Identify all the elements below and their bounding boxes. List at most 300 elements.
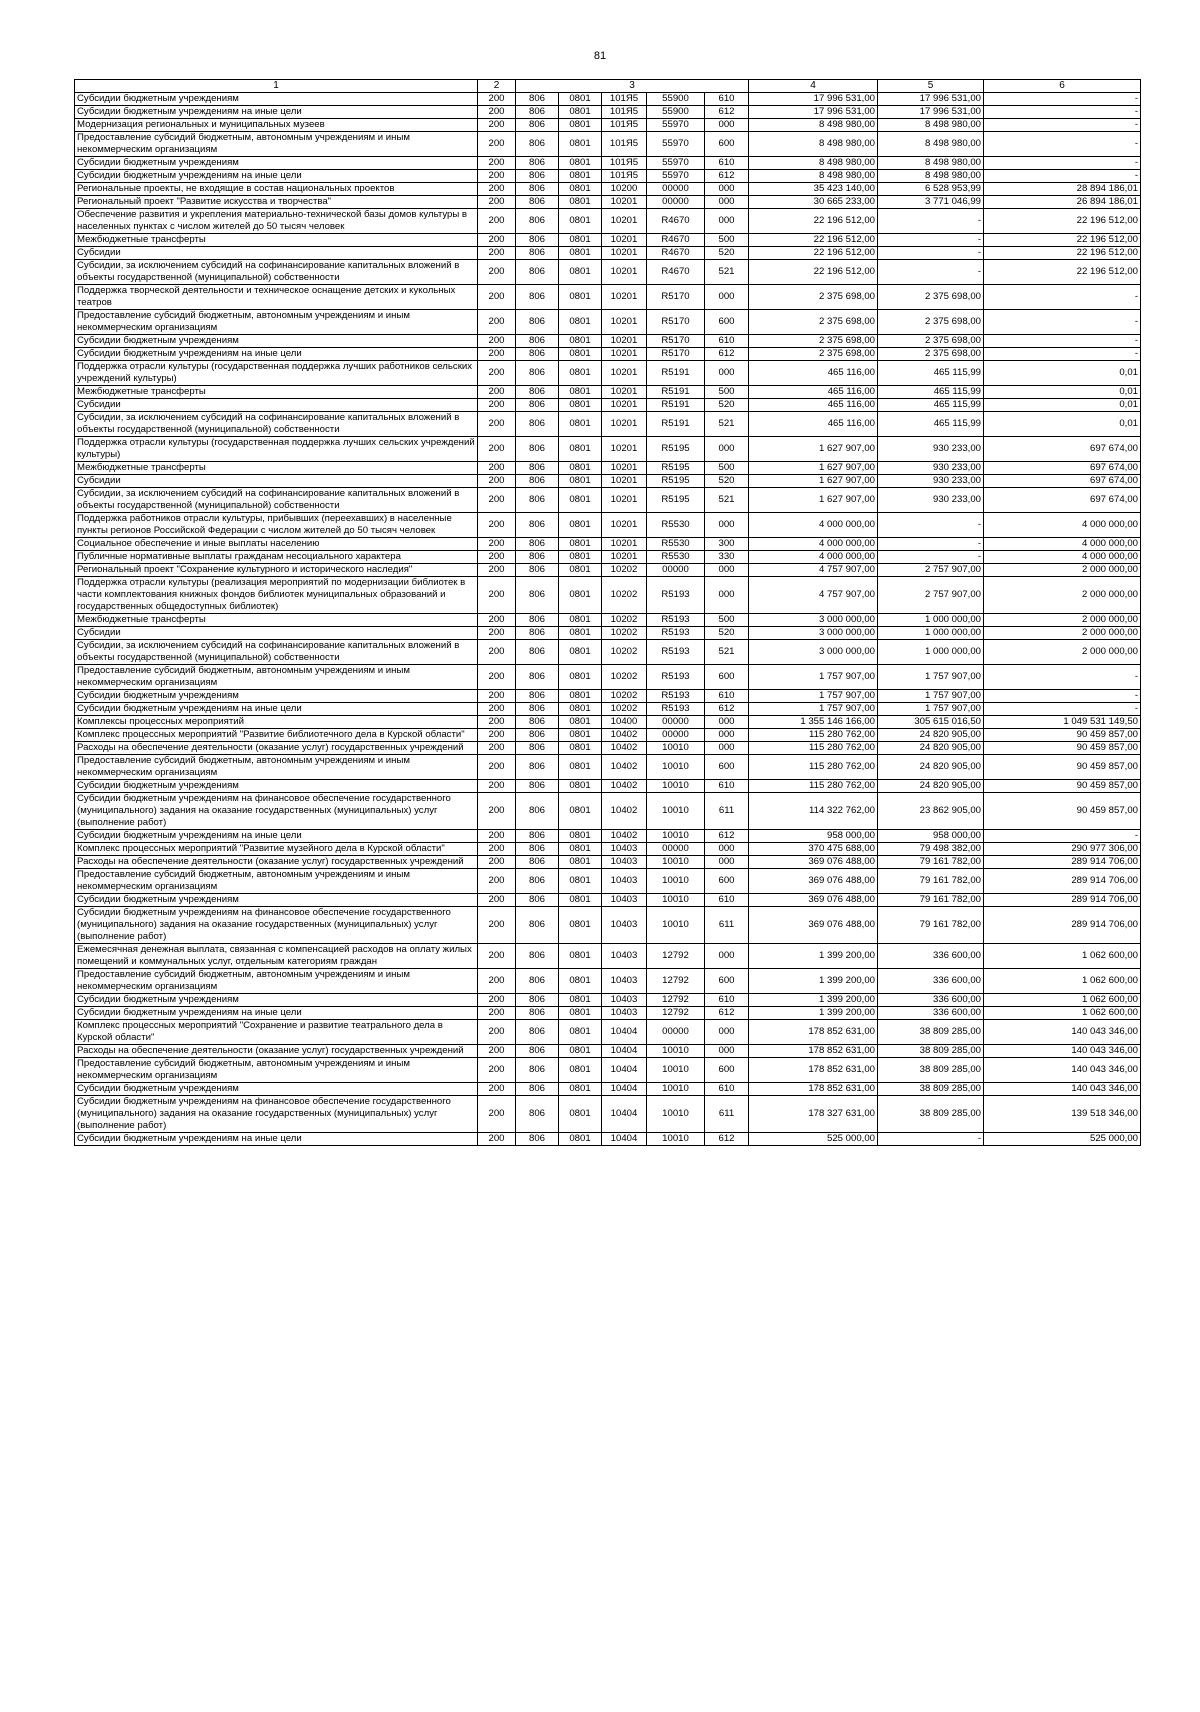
row-code-2: 200	[478, 627, 516, 640]
row-section: 0801	[559, 969, 602, 994]
row-code-2: 200	[478, 755, 516, 780]
row-section: 0801	[559, 944, 602, 969]
row-direction: R4670	[647, 234, 705, 247]
row-expense-type: 521	[705, 260, 749, 285]
row-section: 0801	[559, 577, 602, 614]
row-section: 0801	[559, 348, 602, 361]
row-program: 10201	[602, 475, 647, 488]
row-code-2: 200	[478, 577, 516, 614]
row-amount-6: 0,01	[984, 399, 1141, 412]
table-row	[75, 742, 1141, 755]
row-amount-6: 0,01	[984, 386, 1141, 399]
row-expense-type: 610	[705, 1083, 749, 1096]
row-section: 0801	[559, 994, 602, 1007]
row-expense-type: 612	[705, 830, 749, 843]
table-row	[75, 183, 1141, 196]
row-amount-4: 1 757 907,00	[749, 690, 878, 703]
row-code-2: 200	[478, 894, 516, 907]
row-amount-6: 1 062 600,00	[984, 1007, 1141, 1020]
row-program: 10403	[602, 907, 647, 944]
row-amount-5: 79 161 782,00	[878, 894, 984, 907]
row-ved: 806	[516, 348, 559, 361]
row-section: 0801	[559, 703, 602, 716]
table-row	[75, 247, 1141, 260]
row-direction: 10010	[647, 907, 705, 944]
row-name: Субсидии, за исключением субсидий на софинансирование капитальных вложений в объекты государственной (муниципальной) собственности	[75, 412, 478, 437]
row-section: 0801	[559, 1058, 602, 1083]
row-section: 0801	[559, 399, 602, 412]
table-row	[75, 260, 1141, 285]
row-amount-4: 4 000 000,00	[749, 538, 878, 551]
row-expense-type: 000	[705, 856, 749, 869]
row-name: Субсидии бюджетным учреждениям	[75, 93, 478, 106]
row-section: 0801	[559, 907, 602, 944]
row-ved: 806	[516, 1007, 559, 1020]
row-amount-5: 1 757 907,00	[878, 690, 984, 703]
row-amount-4: 2 375 698,00	[749, 335, 878, 348]
row-program: 10201	[602, 538, 647, 551]
row-program: 101Я5	[602, 93, 647, 106]
row-amount-6: -	[984, 703, 1141, 716]
row-name: Поддержка отрасли культуры (государственная поддержка лучших работников сельских учреждений культуры)	[75, 361, 478, 386]
row-amount-4: 3 000 000,00	[749, 640, 878, 665]
row-amount-4: 178 852 631,00	[749, 1045, 878, 1058]
row-expense-type: 000	[705, 361, 749, 386]
row-program: 10201	[602, 551, 647, 564]
table-row	[75, 665, 1141, 690]
row-name: Субсидии	[75, 399, 478, 412]
row-direction: R5195	[647, 462, 705, 475]
row-expense-type: 610	[705, 994, 749, 1007]
row-section: 0801	[559, 856, 602, 869]
row-amount-5: 336 600,00	[878, 1007, 984, 1020]
row-code-2: 200	[478, 564, 516, 577]
row-direction: R5193	[647, 577, 705, 614]
row-name: Субсидии	[75, 247, 478, 260]
row-section: 0801	[559, 119, 602, 132]
row-section: 0801	[559, 1133, 602, 1146]
row-direction: 55900	[647, 93, 705, 106]
row-amount-5: -	[878, 538, 984, 551]
row-amount-6: 140 043 346,00	[984, 1083, 1141, 1096]
row-section: 0801	[559, 843, 602, 856]
row-name: Субсидии бюджетным учреждениям на финансовое обеспечение государственного (муниципального) задания на оказание государственных (муниципальных) услуг (выполнение работ)	[75, 1096, 478, 1133]
row-code-2: 200	[478, 196, 516, 209]
row-program: 10202	[602, 640, 647, 665]
row-amount-6: -	[984, 285, 1141, 310]
row-expense-type: 600	[705, 869, 749, 894]
row-section: 0801	[559, 437, 602, 462]
row-section: 0801	[559, 742, 602, 755]
row-ved: 806	[516, 1083, 559, 1096]
row-code-2: 200	[478, 119, 516, 132]
row-amount-5: 1 000 000,00	[878, 627, 984, 640]
row-amount-4: 3 000 000,00	[749, 614, 878, 627]
row-ved: 806	[516, 665, 559, 690]
row-program: 101Я5	[602, 119, 647, 132]
row-amount-6: -	[984, 665, 1141, 690]
row-amount-6: 0,01	[984, 412, 1141, 437]
row-program: 10404	[602, 1133, 647, 1146]
row-direction: 10010	[647, 869, 705, 894]
row-expense-type: 612	[705, 106, 749, 119]
row-direction: 10010	[647, 780, 705, 793]
table-row	[75, 310, 1141, 335]
row-direction: 55970	[647, 170, 705, 183]
row-program: 10202	[602, 614, 647, 627]
row-direction: R5195	[647, 437, 705, 462]
row-amount-6: 290 977 306,00	[984, 843, 1141, 856]
row-program: 101Я5	[602, 106, 647, 119]
row-amount-4: 1 355 146 166,00	[749, 716, 878, 729]
row-amount-6: 2 000 000,00	[984, 577, 1141, 614]
row-name: Субсидии бюджетным учреждениям на финансовое обеспечение государственного (муниципального) задания на оказание государственных (муниципальных) услуг (выполнение работ)	[75, 793, 478, 830]
row-amount-4: 370 475 688,00	[749, 843, 878, 856]
row-amount-4: 114 322 762,00	[749, 793, 878, 830]
row-amount-6: 525 000,00	[984, 1133, 1141, 1146]
row-name: Предоставление субсидий бюджетным, автономным учреждениям и иным некоммерческим организациям	[75, 132, 478, 157]
row-amount-5: 305 615 016,50	[878, 716, 984, 729]
row-ved: 806	[516, 157, 559, 170]
table-row	[75, 894, 1141, 907]
row-program: 10201	[602, 196, 647, 209]
row-direction: R5170	[647, 335, 705, 348]
row-expense-type: 000	[705, 209, 749, 234]
row-amount-4: 4 000 000,00	[749, 551, 878, 564]
row-code-2: 200	[478, 437, 516, 462]
row-amount-6: -	[984, 119, 1141, 132]
table-row	[75, 513, 1141, 538]
row-ved: 806	[516, 196, 559, 209]
row-section: 0801	[559, 260, 602, 285]
row-ved: 806	[516, 260, 559, 285]
row-name: Социальное обеспечение и иные выплаты населению	[75, 538, 478, 551]
row-program: 101Я5	[602, 170, 647, 183]
row-code-2: 200	[478, 729, 516, 742]
row-expense-type: 000	[705, 437, 749, 462]
row-amount-4: 4 757 907,00	[749, 577, 878, 614]
row-amount-4: 115 280 762,00	[749, 729, 878, 742]
row-section: 0801	[559, 780, 602, 793]
row-amount-6: -	[984, 106, 1141, 119]
row-expense-type: 612	[705, 170, 749, 183]
row-code-2: 200	[478, 907, 516, 944]
row-code-2: 200	[478, 944, 516, 969]
row-program: 10403	[602, 994, 647, 1007]
row-amount-4: 1 399 200,00	[749, 994, 878, 1007]
row-ved: 806	[516, 475, 559, 488]
row-ved: 806	[516, 1058, 559, 1083]
row-ved: 806	[516, 907, 559, 944]
header-col-2: 2	[478, 80, 516, 93]
row-name: Предоставление субсидий бюджетным, автономным учреждениям и иным некоммерческим организациям	[75, 1058, 478, 1083]
row-amount-6: 697 674,00	[984, 475, 1141, 488]
page-number: 81	[593, 50, 607, 62]
row-ved: 806	[516, 640, 559, 665]
row-amount-4: 22 196 512,00	[749, 247, 878, 260]
row-expense-type: 610	[705, 780, 749, 793]
row-amount-5: 2 375 698,00	[878, 310, 984, 335]
row-program: 10403	[602, 1007, 647, 1020]
row-ved: 806	[516, 969, 559, 994]
row-section: 0801	[559, 412, 602, 437]
row-amount-5: 465 115,99	[878, 399, 984, 412]
row-amount-4: 178 852 631,00	[749, 1083, 878, 1096]
row-expense-type: 612	[705, 703, 749, 716]
row-program: 10202	[602, 665, 647, 690]
row-ved: 806	[516, 132, 559, 157]
row-section: 0801	[559, 869, 602, 894]
row-amount-5: 38 809 285,00	[878, 1045, 984, 1058]
row-expense-type: 000	[705, 843, 749, 856]
row-ved: 806	[516, 513, 559, 538]
header-row	[75, 80, 1141, 93]
row-direction: 10010	[647, 742, 705, 755]
row-expense-type: 612	[705, 1007, 749, 1020]
row-code-2: 200	[478, 183, 516, 196]
row-code-2: 200	[478, 106, 516, 119]
row-amount-5: 38 809 285,00	[878, 1020, 984, 1045]
row-amount-5: 930 233,00	[878, 462, 984, 475]
row-direction: R4670	[647, 247, 705, 260]
row-code-2: 200	[478, 1020, 516, 1045]
row-program: 10202	[602, 564, 647, 577]
row-ved: 806	[516, 1020, 559, 1045]
row-direction: 10010	[647, 1083, 705, 1096]
table-row	[75, 755, 1141, 780]
table-row	[75, 119, 1141, 132]
row-amount-5: 17 996 531,00	[878, 93, 984, 106]
row-code-2: 200	[478, 690, 516, 703]
table-row	[75, 285, 1141, 310]
row-expense-type: 520	[705, 247, 749, 260]
table-row	[75, 830, 1141, 843]
row-name: Поддержка отрасли культуры (государственная поддержка лучших сельских учреждений культуры)	[75, 437, 478, 462]
row-amount-5: 1 757 907,00	[878, 703, 984, 716]
row-name: Субсидии, за исключением субсидий на софинансирование капитальных вложений в объекты государственной (муниципальной) собственности	[75, 640, 478, 665]
row-section: 0801	[559, 488, 602, 513]
row-ved: 806	[516, 234, 559, 247]
row-program: 10402	[602, 780, 647, 793]
row-direction: 10010	[647, 755, 705, 780]
row-direction: R5170	[647, 348, 705, 361]
row-amount-4: 35 423 140,00	[749, 183, 878, 196]
row-amount-4: 369 076 488,00	[749, 894, 878, 907]
row-program: 10201	[602, 386, 647, 399]
row-code-2: 200	[478, 234, 516, 247]
row-ved: 806	[516, 412, 559, 437]
row-amount-6: -	[984, 170, 1141, 183]
row-expense-type: 612	[705, 348, 749, 361]
table-row	[75, 386, 1141, 399]
row-expense-type: 610	[705, 894, 749, 907]
row-amount-6: 1 062 600,00	[984, 969, 1141, 994]
row-expense-type: 610	[705, 690, 749, 703]
row-expense-type: 000	[705, 196, 749, 209]
row-direction: 12792	[647, 1007, 705, 1020]
row-amount-5: 1 000 000,00	[878, 614, 984, 627]
row-name: Предоставление субсидий бюджетным, автономным учреждениям и иным некоммерческим организациям	[75, 869, 478, 894]
row-program: 10404	[602, 1058, 647, 1083]
row-ved: 806	[516, 93, 559, 106]
row-amount-4: 30 665 233,00	[749, 196, 878, 209]
row-ved: 806	[516, 894, 559, 907]
row-expense-type: 611	[705, 793, 749, 830]
row-amount-4: 958 000,00	[749, 830, 878, 843]
row-program: 10201	[602, 361, 647, 386]
row-amount-4: 1 399 200,00	[749, 944, 878, 969]
row-direction: R5195	[647, 488, 705, 513]
row-amount-5: 336 600,00	[878, 969, 984, 994]
row-direction: R5191	[647, 412, 705, 437]
row-section: 0801	[559, 361, 602, 386]
row-program: 10403	[602, 894, 647, 907]
row-ved: 806	[516, 285, 559, 310]
row-expense-type: 000	[705, 742, 749, 755]
row-ved: 806	[516, 703, 559, 716]
row-amount-6: 140 043 346,00	[984, 1020, 1141, 1045]
row-name: Комплекс процессных мероприятий "Развитие библиотечного дела в Курской области"	[75, 729, 478, 742]
row-code-2: 200	[478, 348, 516, 361]
row-direction: 00000	[647, 196, 705, 209]
row-code-2: 200	[478, 1096, 516, 1133]
row-program: 10201	[602, 310, 647, 335]
row-amount-4: 1 627 907,00	[749, 437, 878, 462]
row-program: 10201	[602, 209, 647, 234]
table-row	[75, 690, 1141, 703]
row-name: Субсидии бюджетным учреждениям	[75, 690, 478, 703]
row-amount-4: 115 280 762,00	[749, 755, 878, 780]
row-code-2: 200	[478, 665, 516, 690]
table-row	[75, 869, 1141, 894]
row-code-2: 200	[478, 742, 516, 755]
table-row	[75, 994, 1141, 1007]
row-amount-6: -	[984, 93, 1141, 106]
row-ved: 806	[516, 944, 559, 969]
row-amount-4: 8 498 980,00	[749, 157, 878, 170]
row-amount-4: 2 375 698,00	[749, 348, 878, 361]
row-amount-6: 90 459 857,00	[984, 755, 1141, 780]
row-direction: 00000	[647, 716, 705, 729]
row-amount-4: 22 196 512,00	[749, 234, 878, 247]
row-code-2: 200	[478, 386, 516, 399]
row-ved: 806	[516, 742, 559, 755]
row-amount-6: 1 062 600,00	[984, 944, 1141, 969]
row-expense-type: 610	[705, 335, 749, 348]
row-name: Предоставление субсидий бюджетным, автономным учреждениям и иным некоммерческим организациям	[75, 310, 478, 335]
row-ved: 806	[516, 462, 559, 475]
row-program: 10404	[602, 1020, 647, 1045]
row-ved: 806	[516, 627, 559, 640]
row-ved: 806	[516, 106, 559, 119]
table-row	[75, 196, 1141, 209]
row-section: 0801	[559, 755, 602, 780]
row-section: 0801	[559, 386, 602, 399]
table-row	[75, 577, 1141, 614]
row-amount-4: 17 996 531,00	[749, 93, 878, 106]
row-code-2: 200	[478, 170, 516, 183]
row-direction: 55970	[647, 157, 705, 170]
row-ved: 806	[516, 488, 559, 513]
row-amount-4: 369 076 488,00	[749, 907, 878, 944]
row-amount-5: -	[878, 247, 984, 260]
row-amount-5: 6 528 953,99	[878, 183, 984, 196]
header-col-5: 5	[878, 80, 984, 93]
table-row	[75, 106, 1141, 119]
row-code-2: 200	[478, 462, 516, 475]
row-program: 10201	[602, 335, 647, 348]
row-amount-4: 178 852 631,00	[749, 1020, 878, 1045]
row-direction: R5530	[647, 551, 705, 564]
row-ved: 806	[516, 716, 559, 729]
row-expense-type: 000	[705, 729, 749, 742]
row-expense-type: 000	[705, 716, 749, 729]
row-direction: 10010	[647, 1096, 705, 1133]
row-section: 0801	[559, 196, 602, 209]
table-row	[75, 551, 1141, 564]
row-expense-type: 600	[705, 310, 749, 335]
row-code-2: 200	[478, 132, 516, 157]
row-name: Субсидии бюджетным учреждениям	[75, 894, 478, 907]
table-row	[75, 1083, 1141, 1096]
table-row	[75, 488, 1141, 513]
row-name: Субсидии	[75, 475, 478, 488]
table-row	[75, 170, 1141, 183]
table-row	[75, 1020, 1141, 1045]
row-amount-6: 140 043 346,00	[984, 1058, 1141, 1083]
row-amount-6: 90 459 857,00	[984, 793, 1141, 830]
row-section: 0801	[559, 894, 602, 907]
table-row	[75, 1045, 1141, 1058]
row-code-2: 200	[478, 247, 516, 260]
row-direction: R5170	[647, 285, 705, 310]
row-section: 0801	[559, 132, 602, 157]
row-program: 10201	[602, 513, 647, 538]
row-code-2: 200	[478, 488, 516, 513]
row-program: 10404	[602, 1083, 647, 1096]
table-row	[75, 132, 1141, 157]
row-code-2: 200	[478, 1083, 516, 1096]
table-row	[75, 856, 1141, 869]
row-ved: 806	[516, 869, 559, 894]
row-direction: R5170	[647, 310, 705, 335]
row-amount-6: 90 459 857,00	[984, 742, 1141, 755]
table-row	[75, 93, 1141, 106]
row-amount-6: 697 674,00	[984, 437, 1141, 462]
row-amount-4: 1 399 200,00	[749, 969, 878, 994]
row-ved: 806	[516, 994, 559, 1007]
header-col-6: 6	[984, 80, 1141, 93]
row-amount-4: 525 000,00	[749, 1133, 878, 1146]
row-amount-5: 465 115,99	[878, 386, 984, 399]
row-amount-5: 930 233,00	[878, 488, 984, 513]
row-amount-6: 2 000 000,00	[984, 614, 1141, 627]
row-expense-type: 000	[705, 944, 749, 969]
row-section: 0801	[559, 183, 602, 196]
row-expense-type: 600	[705, 969, 749, 994]
row-direction: 12792	[647, 969, 705, 994]
row-code-2: 200	[478, 335, 516, 348]
row-amount-5: 465 115,99	[878, 412, 984, 437]
row-name: Расходы на обеспечение деятельности (оказание услуг) государственных учреждений	[75, 1045, 478, 1058]
row-amount-4: 4 757 907,00	[749, 564, 878, 577]
row-amount-6: 90 459 857,00	[984, 729, 1141, 742]
row-ved: 806	[516, 856, 559, 869]
row-ved: 806	[516, 614, 559, 627]
table-row	[75, 716, 1141, 729]
row-amount-4: 1 757 907,00	[749, 703, 878, 716]
row-expense-type: 611	[705, 907, 749, 944]
